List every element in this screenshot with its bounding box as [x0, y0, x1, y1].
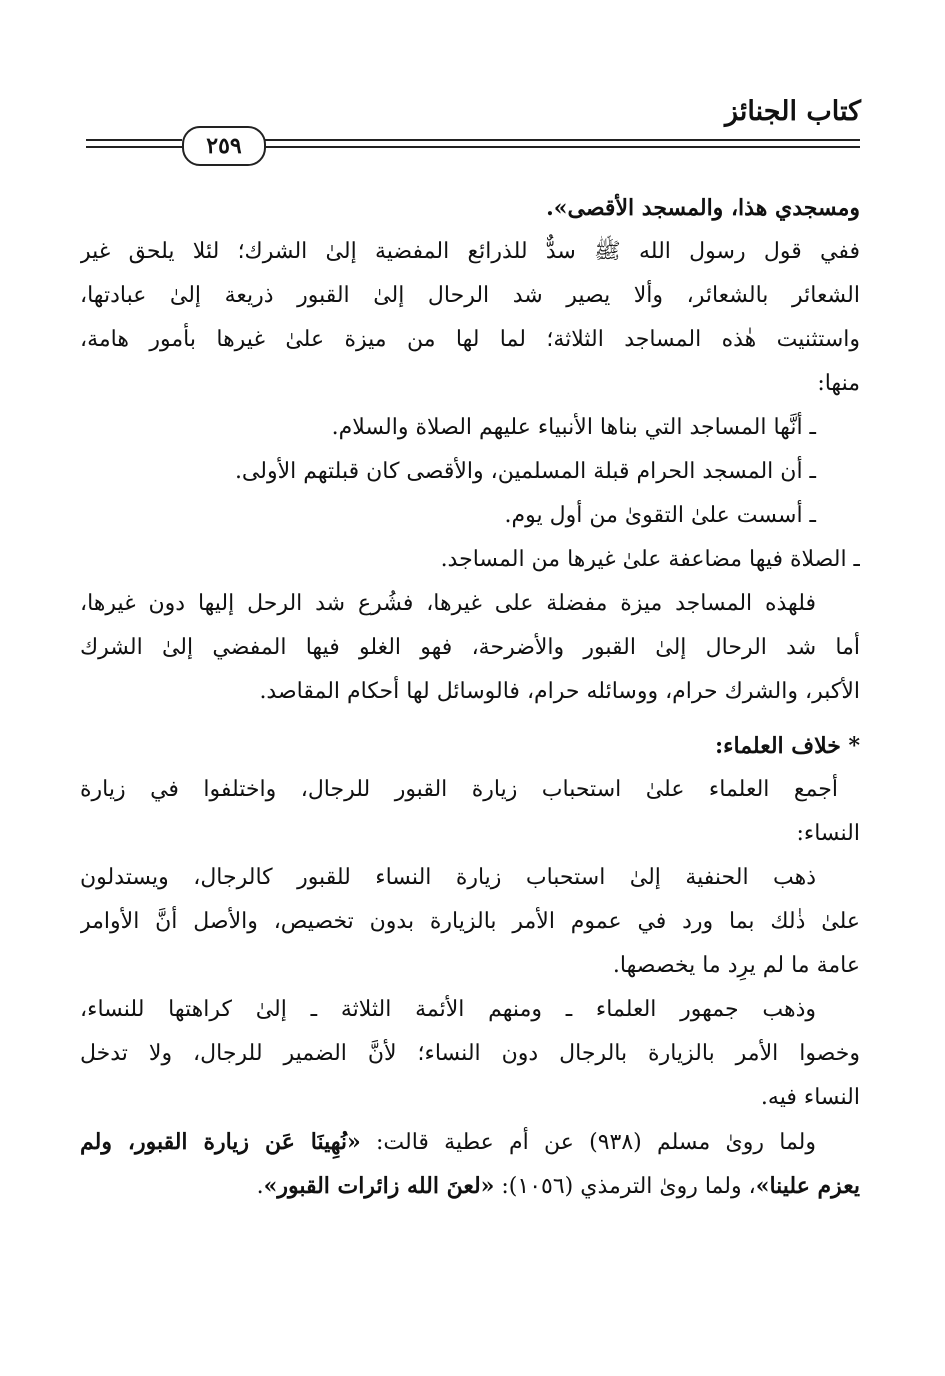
text-line: الشعائر بالشعائر، وألا يصير شد الرحال إلىٰ القبور ذريعة إلىٰ عبادتها، — [80, 283, 860, 308]
text-segment: . — [256, 1174, 264, 1199]
text-segment: ولما روىٰ مسلم (٩٣٨) عن أم عطية قالت: — [360, 1130, 817, 1155]
text-line: واستثنيت هٰذه المساجد الثلاثة؛ لما لها من ميزة علىٰ غيرها بأمور هامة، — [80, 327, 860, 352]
text-line: وذهب جمهور العلماء ـ ومنهم الأئمة الثلاثة ـ إلىٰ كراهتها للنساء، — [80, 997, 816, 1022]
header-rule-right-lower — [262, 146, 860, 148]
hadith-quote: «لعنَ الله زائرات القبور» — [263, 1173, 495, 1199]
header-rule-left-lower — [86, 146, 182, 148]
text-line — [80, 1164, 860, 1208]
list-item: ـ أنَّها المساجد التي بناها الأنبياء عليهم الصلاة والسلام. — [331, 415, 816, 440]
text-line: النساء فيه. — [760, 1085, 860, 1110]
text-line: علىٰ ذٰلك بما ورد في عموم الأمر بالزيارة بدون تخصيص، والأصل أنَّ الأوامر — [80, 909, 860, 934]
header-rule-left — [86, 139, 182, 141]
list-item: ـ الصلاة فيها مضاعفة علىٰ غيرها من المساجد. — [440, 547, 860, 572]
header-rule-right — [262, 139, 860, 141]
text-segment: ، ولما روىٰ الترمذي (١٠٥٦): — [494, 1174, 756, 1199]
text-line — [80, 1120, 860, 1164]
text-line: منها: — [817, 371, 860, 396]
list-item: ـ أسست علىٰ التقوىٰ من أول يوم. — [504, 503, 816, 528]
text-line: وخصوا الأمر بالزيارة بالرجال دون النساء؛ لأنَّ الضمير للرجال، ولا تدخل — [80, 1041, 860, 1066]
text-line: ذهب الحنفية إلىٰ استحباب زيارة النساء للقبور كالرجال، ويستدلون — [80, 865, 816, 890]
list-item: ـ أن المسجد الحرام قبلة المسلمين، والأقصى كان قبلتهم الأولى. — [234, 459, 816, 484]
text-line: عامة ما لم يرِد ما يخصصها. — [612, 953, 860, 978]
body-text — [80, 186, 860, 1208]
book-title: كتاب الجنائز — [725, 96, 861, 127]
text-line: ومسجدي هذا، والمسجد الأقصى». — [546, 195, 860, 221]
text-line: أما شد الرحال إلىٰ القبور والأضرحة، فهو الغلو فيها المفضي إلىٰ الشرك — [80, 635, 860, 660]
text-line: ففي قول رسول الله ﷺ سدٌّ للذرائع المفضية إلىٰ الشرك؛ لئلا يلحق غير — [80, 239, 860, 264]
text-line: أجمع العلماء علىٰ استحباب زيارة القبور للرجال، واختلفوا في زيارة — [80, 777, 838, 802]
hadith-quote: «نُهِينَا عَن زيارة القبور، ولم — [80, 1129, 361, 1155]
section-heading: * خلاف العلماء: — [715, 733, 860, 759]
text-line: فلهذه المساجد ميزة مفضلة على غيرها، فشُرع شد الرحل إليها دون غيرها، — [80, 591, 816, 616]
text-line: النساء: — [796, 821, 860, 846]
hadith-quote: يعزم علينا» — [755, 1173, 860, 1199]
page-number: ٢٥٩ — [182, 126, 266, 166]
text-line: الأكبر، والشرك حرام، ووسائله حرام، فالوسائل لها أحكام المقاصد. — [259, 679, 860, 704]
page-header — [0, 0, 945, 170]
